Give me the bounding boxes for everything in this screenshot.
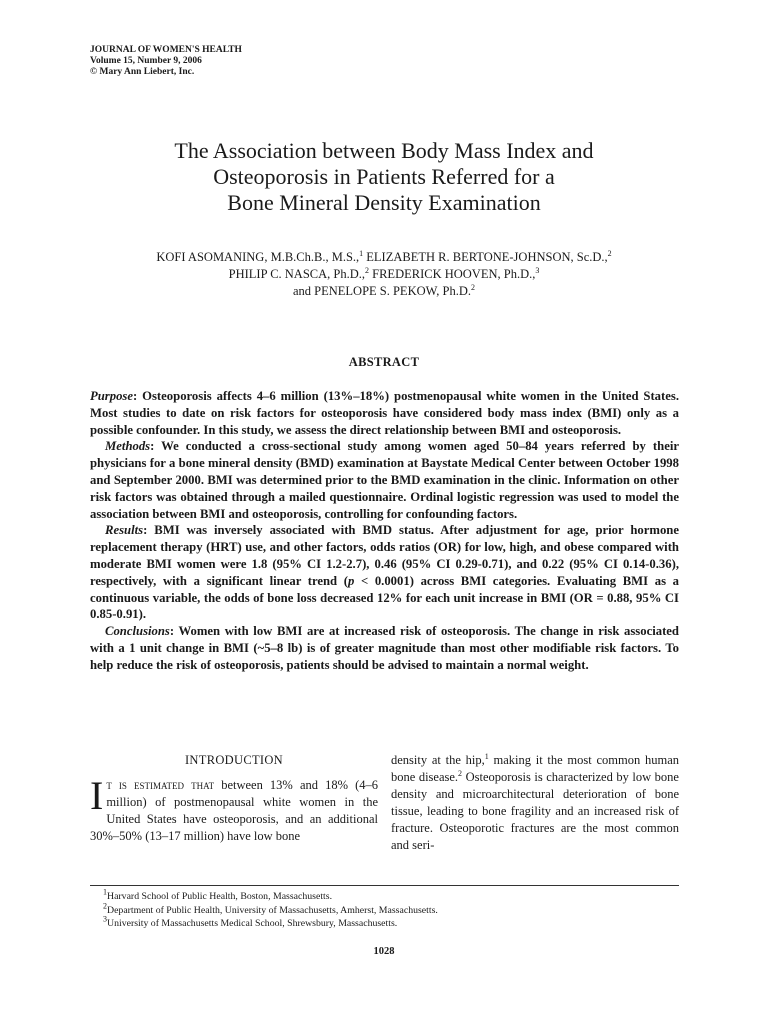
affiliation-mark: 2 xyxy=(607,248,612,258)
author-line-3 xyxy=(0,283,768,300)
article-title xyxy=(0,138,768,216)
citation-mark: 1 xyxy=(484,751,489,761)
results-text-a: : BMI was inversely associated with BMD status. After adjustment for age, prior hormone replacement therapy (HRT) use, and other factors, odds ratios (OR) for low, high, and obese compared with moderate BMI women were 1.8 (95% CI 1.2-2.7), 0.46 (95% CI 0.29-0.71), and 0.22 (95% CI 0.14-0.36), respectively, with a significant linear trend ( xyxy=(90,523,679,588)
intro-right-text-b: making it the most common human bone disease. xyxy=(391,753,679,784)
journal-name: JOURNAL OF WOMEN'S HEALTH xyxy=(90,45,242,55)
abstract-conclusions xyxy=(90,623,679,673)
footnote-text: Department of Public Health, University of Massachusetts, Amherst, Massachusetts. xyxy=(107,904,438,916)
intro-column-left xyxy=(90,752,378,845)
title-line-1: The Association between Body Mass Index and xyxy=(174,138,594,163)
abstract-body xyxy=(90,388,679,674)
intro-right-text-c: Osteoporosis is characterized by low bone density and microarchitectural deterioration of bone tissue, leading to bone fragility and an increased risk of fracture. Osteoporotic fractures are the most common and seri- xyxy=(391,770,679,852)
conclusions-text: : Women with low BMI are at increased risk of osteoporosis. The change in risk associated with a 1 unit change in BMI (~5–8 lb) is of greater magnitude than most other modifiable risk factors. To help reduce the risk of osteoporosis, patients should be advised to maintain a normal weight. xyxy=(90,624,679,672)
author-2: ELIZABETH R. BERTONE-JOHNSON, Sc.D., xyxy=(363,250,608,264)
intro-paragraph-left xyxy=(90,773,378,845)
intro-left-text: between 13% and 18% (4–6 million) of postmenopausal white women in the United States have osteoporosis, and an additional 30%–50% (13–17 million) have low bone xyxy=(90,778,378,843)
affiliation-mark: 2 xyxy=(471,282,476,292)
footnote-mark: 1 xyxy=(103,887,107,897)
abstract-heading: ABSTRACT xyxy=(348,355,420,369)
journal-publisher: © Mary Ann Liebert, Inc. xyxy=(90,67,195,77)
footnote-text: Harvard School of Public Health, Boston, Massachusetts. xyxy=(107,891,333,902)
author-3: PHILIP C. NASCA, Ph.D., xyxy=(228,267,366,281)
results-text-b: < 0.0001) across BMI categories. Evaluating BMI as a continuous variable, the odds of bone loss decreased 12% for each unit increase in BMI (OR = 0.88, 95% CI 0.85-0.91). xyxy=(90,573,679,622)
author-5: and PENELOPE S. PEKOW, Ph.D. xyxy=(292,284,472,298)
footnote-divider xyxy=(90,885,679,886)
footnote-2 xyxy=(103,901,438,918)
purpose-label: Purpose xyxy=(90,389,133,403)
purpose-text: : Osteoporosis affects 4–6 million (13%–18%) postmenopausal white women in the United States. Most studies to date on risk factors for osteoporosis have considered body mass index (BMI) only as a possible confounder. In this study, we assess the direct relationship between BMI and osteoporosis. xyxy=(90,389,679,437)
affiliation-mark: 2 xyxy=(365,265,370,275)
results-label: Results xyxy=(105,523,144,538)
intro-right-text-a: density at the hip, xyxy=(391,753,485,767)
author-1: KOFI ASOMANING, M.B.Ch.B., M.S., xyxy=(156,250,360,264)
title-line-3: Bone Mineral Density Examination xyxy=(227,190,541,215)
introduction-heading: INTRODUCTION xyxy=(184,753,284,767)
affiliation-mark: 1 xyxy=(359,248,364,258)
methods-text: : We conducted a cross-sectional study among women aged 50–84 years referred by their physicians for a bone mineral density (BMD) examination at Baystate Medical Center between October 1998 and September 2000. BMI was determined prior to the BMD examination in the clinic. Information on other risk factors was obtained through a mailed questionnaire. Ordinal logistic regression was used to model the association between BMI and osteoporosis, controlling for confounding factors. xyxy=(90,439,679,521)
conclusions-label: Conclusions xyxy=(105,624,170,639)
title-line-2: Osteoporosis in Patients Referred for a xyxy=(213,164,555,189)
footnote-1 xyxy=(103,887,438,904)
author-line-2 xyxy=(0,266,768,283)
page-number: 1028 xyxy=(373,946,395,957)
affiliation-mark: 3 xyxy=(535,265,540,275)
abstract-results xyxy=(90,522,679,623)
citation-mark: 2 xyxy=(458,768,463,778)
footnote-mark: 2 xyxy=(103,901,107,911)
footnote-mark: 3 xyxy=(103,914,107,924)
drop-cap: I xyxy=(90,773,104,818)
intro-smallcaps: t is estimated that xyxy=(106,778,215,792)
intro-column-right xyxy=(391,752,679,854)
journal-volume: Volume 15, Number 9, 2006 xyxy=(90,56,202,66)
footnote-3 xyxy=(103,914,438,931)
footnotes xyxy=(103,887,438,931)
journal-header xyxy=(90,45,242,78)
abstract-purpose xyxy=(90,388,679,438)
author-4: FREDERICK HOOVEN, Ph.D., xyxy=(369,267,536,281)
abstract-methods xyxy=(90,438,679,522)
author-line-1 xyxy=(0,249,768,266)
footnote-text: University of Massachusetts Medical School, Shrewsbury, Massachusetts. xyxy=(107,918,398,929)
results-p-symbol: p xyxy=(347,573,355,588)
methods-label: Methods xyxy=(105,439,151,454)
author-list xyxy=(0,249,768,300)
